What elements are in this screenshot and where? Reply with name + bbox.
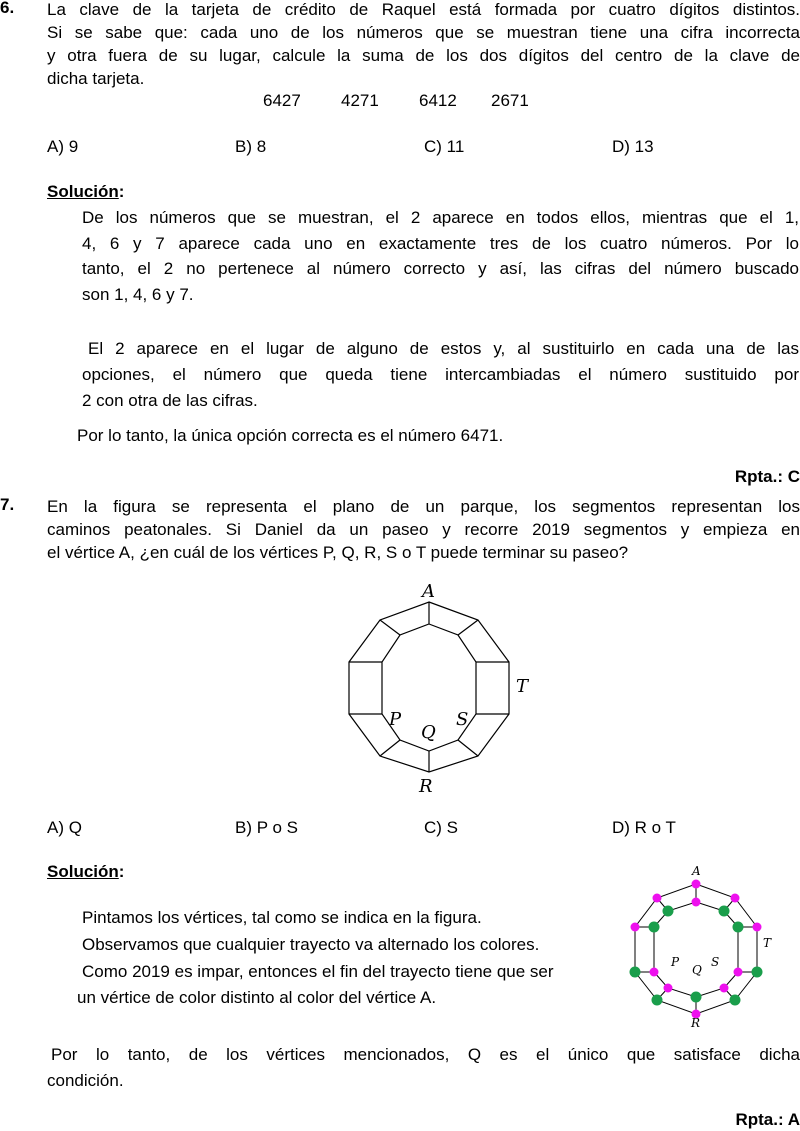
statement-line: dicha tarjeta. [47, 69, 145, 88]
solution-line: El 2 aparece en el lugar de alguno de estos y, al sustituirlo en cada una de las [88, 339, 799, 358]
option-d: D) R o T [612, 818, 676, 837]
option-a: A) 9 [47, 137, 79, 156]
vertex-label-s: S [456, 709, 469, 730]
conclusion-line: Por lo tanto, de los vértices mencionados, Q es el único que satisface dicha [51, 1045, 800, 1064]
solution-heading [47, 862, 124, 882]
vertex-label-s: S [711, 955, 720, 969]
vertex-label-q: Q [692, 963, 702, 977]
solution-line: opciones, el número que queda tiene intercambiadas el número sustituido por [82, 365, 799, 384]
magenta-dot [731, 894, 740, 903]
vertex-label-a: A [692, 864, 701, 878]
clue-number: 2671 [491, 91, 529, 110]
vertex-label-a: A [422, 581, 435, 602]
vertex-label-r: R [691, 1016, 701, 1030]
magenta-dot [664, 984, 673, 993]
magenta-dot [734, 968, 743, 977]
park-diagram [330, 575, 540, 800]
solution-line: son 1, 4, 6 y 7. [82, 284, 194, 304]
green-dot [719, 906, 730, 917]
option-a: A) Q [47, 818, 82, 837]
vertex-label-p: P [389, 709, 402, 730]
statement-line: caminos peatonales. Si Daniel da un paseo y recorre 2019 segmentos y empieza en [47, 520, 800, 539]
statement-line: La clave de la tarjeta de crédito de Raquel está formada por cuatro dígitos distintos. [47, 0, 800, 19]
option-b: B) P o S [235, 818, 298, 837]
green-dot [649, 922, 660, 933]
solution-line: 4, 6 y 7 aparece cada uno en exactamente tres de los cuatro números. Por lo [82, 233, 799, 253]
magenta-dot [650, 968, 659, 977]
solution-line: Pintamos los vértices, tal como se indica en la figura. [82, 908, 482, 927]
problem-7-number: 7. [0, 495, 15, 514]
vertex-label-p: P [671, 955, 680, 969]
problem-6-number: 6. [0, 0, 15, 17]
solution-line: un vértice de color distinto al color del vértice A. [77, 988, 437, 1007]
green-dot [733, 922, 744, 933]
vertex-label-q: Q [421, 722, 436, 743]
solution-conclusion: Por lo tanto, la única opción correcta es el número 6471. [77, 426, 504, 445]
solution-line: tanto, el 2 no pertenece al número correcto y así, las cifras del número buscado [82, 259, 799, 278]
answer: Rpta.: A [735, 1110, 800, 1129]
magenta-dot [631, 923, 640, 932]
problem-6-statement [47, 0, 800, 90]
vertex-label-t: T [763, 936, 772, 950]
clue-number: 4271 [341, 91, 379, 110]
solution-line: 2 con otra de las cifras. [82, 391, 258, 410]
outer-decagon [349, 602, 509, 772]
vertex-label-r: R [419, 776, 433, 797]
green-dot [730, 995, 741, 1006]
solution-line: Como 2019 es impar, entonces el fin del trayecto tiene que ser [82, 962, 554, 981]
solution-label: Solución [47, 862, 119, 881]
answer: Rpta.: C [734, 467, 800, 486]
clue-number: 6412 [419, 91, 457, 110]
problem-7-statement [47, 495, 800, 564]
statement-line: el vértice A, ¿en cuál de los vértices P, Q, R, S o T puede terminar su paseo? [47, 543, 629, 562]
magenta-dot [720, 984, 729, 993]
solution-paragraph-2 [82, 336, 799, 414]
solution-line: De los números que se muestran, el 2 aparece en todos ellos, mientras que el 1, [82, 208, 799, 227]
solution-colon: : [118, 862, 125, 881]
option-d: D) 13 [612, 137, 654, 156]
solution-paragraph-1 [82, 205, 799, 307]
green-dot [630, 967, 641, 978]
colored-park-diagram [620, 858, 780, 1030]
magenta-dot [653, 894, 662, 903]
statement-line: Si se sabe que: cada uno de los números que se muestran tiene una cifra incorrecta [47, 23, 800, 42]
solution-heading [47, 182, 124, 202]
statement-line: y otra fuera de su lugar, calcule la suma de los dos dígitos del centro de la clave de [47, 46, 800, 65]
vertex-label-t: T [516, 676, 529, 697]
option-c: C) S [424, 818, 458, 837]
conclusion-line: condición. [47, 1071, 124, 1090]
solution-line: Observamos que cualquier trayecto va alternado los colores. [82, 935, 540, 954]
magenta-dot [753, 923, 762, 932]
option-c: C) 11 [424, 137, 465, 156]
green-dot [691, 992, 702, 1003]
statement-line: En la figura se representa el plano de un parque, los segmentos representan los [47, 497, 800, 516]
solution-colon: : [118, 182, 125, 201]
clue-number: 6427 [263, 91, 301, 110]
solution-label: Solución [47, 182, 119, 201]
magenta-dot [692, 898, 701, 907]
green-dot [663, 906, 674, 917]
green-dot [752, 967, 763, 978]
green-dot [652, 995, 663, 1006]
magenta-dot [692, 880, 701, 889]
option-b: B) 8 [235, 137, 267, 156]
final-conclusion [47, 1042, 800, 1094]
